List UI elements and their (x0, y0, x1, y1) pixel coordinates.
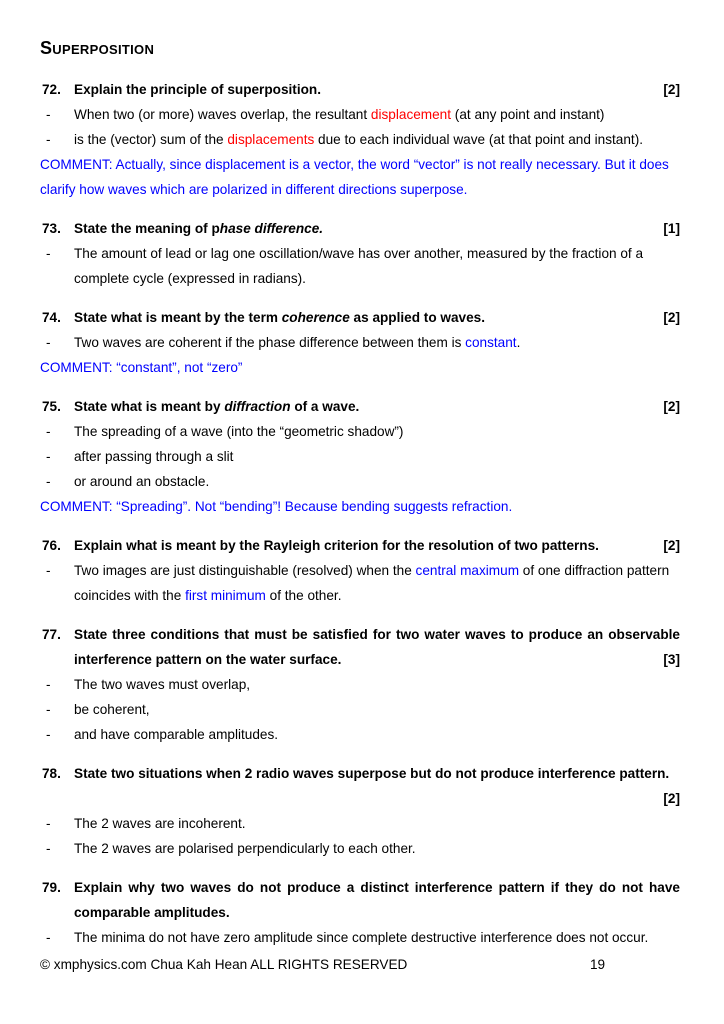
question-heading (40, 216, 680, 241)
bullet-dash: - (46, 930, 51, 945)
question-heading (40, 533, 680, 558)
question-heading-text (74, 622, 680, 672)
question-heading (40, 622, 680, 672)
answer-text (74, 811, 680, 836)
question-heading-text (74, 216, 680, 241)
text-segment: The 2 waves are incoherent. (74, 816, 246, 831)
question-number: 73. (42, 221, 61, 236)
text-segment: central maximum (415, 563, 520, 578)
question-76 (40, 533, 680, 608)
answer-text (74, 925, 680, 950)
text-segment: When two (or more) waves overlap, the resultant (74, 107, 371, 122)
answer-line (40, 419, 680, 444)
copyright-text: © xmphysics.com Chua Kah Hean ALL RIGHTS RESERVED (40, 957, 408, 972)
text-segment: of one diffraction pattern coincides with the (74, 563, 670, 603)
text-segment: The amount of lead or lag one oscillation/wave has over another, measured by the fraction of a complete cycle (expressed in radians). (74, 246, 644, 286)
answer-line (40, 722, 680, 747)
text-segment: of the other. (265, 588, 342, 603)
question-72 (40, 77, 680, 202)
text-segment: Explain what is meant by the Rayleigh criterion for the resolution of two patterns. (74, 538, 599, 553)
answer-text (74, 469, 680, 494)
text-segment: State what is meant by (74, 399, 225, 414)
answer-text (74, 836, 680, 861)
question-heading-text (74, 305, 680, 330)
text-segment: due to each individual wave (at that point and instant). (314, 132, 644, 147)
text-segment: is the (vector) sum of the (74, 132, 228, 147)
answer-line (40, 127, 680, 152)
question-number: 74. (42, 310, 61, 325)
answer-text (74, 672, 680, 697)
bullet-dash: - (46, 702, 51, 717)
question-heading-text (74, 875, 680, 925)
text-segment: Two waves are coherent if the phase difference between them is (74, 335, 466, 350)
question-77 (40, 622, 680, 747)
question-number: 78. (42, 766, 61, 781)
mark-badge: [2] (663, 538, 680, 553)
bullet-dash: - (46, 677, 51, 692)
question-number: 76. (42, 538, 61, 553)
answer-text (74, 444, 680, 469)
question-heading (40, 305, 680, 330)
text-segment: displacements (227, 132, 315, 147)
text-segment: constant (465, 335, 517, 350)
answer-line (40, 925, 680, 950)
text-segment: Explain why two waves do not produce a distinct interference pattern if they do not have comparable amplitudes. (74, 880, 680, 920)
text-segment: State the meaning of p (74, 221, 220, 236)
page-number: 19 (590, 957, 606, 972)
answer-text (74, 102, 680, 127)
mark-badge: [2] (663, 791, 680, 806)
text-segment: after passing through a slit (74, 449, 234, 464)
bullet-dash: - (46, 816, 51, 831)
text-segment: The 2 waves are polarised perpendicularly to each other. (74, 841, 416, 856)
text-segment: The spreading of a wave (into the “geometric shadow”) (74, 424, 404, 439)
answer-text (74, 241, 680, 291)
page-title: Superposition (40, 38, 155, 58)
question-heading-text (74, 394, 680, 419)
bullet-dash: - (46, 246, 51, 261)
mark-badge: [1] (663, 221, 680, 236)
answer-text (74, 722, 680, 747)
answer-line (40, 672, 680, 697)
text-segment: hase difference. (219, 221, 324, 236)
comment-line: COMMENT: “Spreading”. Not “bending”! Because bending suggests refraction. (40, 499, 513, 514)
text-segment: State two situations when 2 radio waves superpose but do not produce interference pattern. (74, 766, 670, 781)
text-segment: State what is meant by the term (74, 310, 282, 325)
text-segment: of a wave. (290, 399, 360, 414)
bullet-dash: - (46, 107, 51, 122)
question-75 (40, 394, 680, 519)
answer-line (40, 558, 680, 608)
mark-badge: [2] (663, 82, 680, 97)
question-heading (40, 77, 680, 102)
bullet-dash: - (46, 449, 51, 464)
answer-text (74, 330, 680, 355)
answer-line (40, 697, 680, 722)
text-segment: (at any point and instant) (451, 107, 605, 122)
bullet-dash: - (46, 841, 51, 856)
text-segment: coherence (281, 310, 350, 325)
question-number: 75. (42, 399, 61, 414)
question-number: 77. (42, 627, 61, 642)
answer-line (40, 444, 680, 469)
question-78 (40, 761, 680, 861)
question-73 (40, 216, 680, 291)
bullet-dash: - (46, 563, 51, 578)
comment-line: COMMENT: “constant”, not “zero” (40, 360, 243, 375)
text-segment: diffraction (224, 399, 291, 414)
answer-line (40, 241, 680, 291)
question-heading (40, 761, 680, 786)
mark-badge: [2] (663, 399, 680, 414)
text-segment: first minimum (185, 588, 266, 603)
text-segment: Two images are just distinguishable (resolved) when the (74, 563, 416, 578)
answer-line (40, 469, 680, 494)
answer-text (74, 419, 680, 444)
page-footer (40, 952, 680, 977)
bullet-dash: - (46, 335, 51, 350)
text-segment: as applied to waves. (349, 310, 485, 325)
answer-line (40, 836, 680, 861)
comment-line: COMMENT: Actually, since displacement is a vector, the word “vector” is not really necessary. But it does clarify how waves which are polarized in different directions superpose. (40, 157, 669, 197)
question-heading-text (74, 77, 680, 102)
question-heading (40, 394, 680, 419)
text-segment: and have comparable amplitudes. (74, 727, 279, 742)
answer-line (40, 102, 680, 127)
question-79 (40, 875, 680, 950)
question-number: 79. (42, 880, 61, 895)
bullet-dash: - (46, 474, 51, 489)
questions-list (40, 77, 680, 950)
bullet-dash: - (46, 132, 51, 147)
question-number: 72. (42, 82, 61, 97)
question-heading-text (74, 533, 680, 558)
answer-text (74, 697, 680, 722)
mark-row (40, 786, 680, 811)
text-segment: The two waves must overlap, (74, 677, 251, 692)
answer-text (74, 558, 680, 608)
question-heading-text (74, 761, 680, 786)
mark-badge: [3] (663, 652, 680, 667)
text-segment: . (516, 335, 521, 350)
question-heading (40, 875, 680, 925)
question-74 (40, 305, 680, 380)
text-segment: Explain the principle of superposition. (74, 82, 321, 97)
answer-line (40, 811, 680, 836)
bullet-dash: - (46, 424, 51, 439)
mark-badge: [2] (663, 310, 680, 325)
answer-text (74, 127, 680, 152)
text-segment: be coherent, (74, 702, 150, 717)
text-segment: The minima do not have zero amplitude since complete destructive interference does not occur. (74, 930, 649, 945)
answer-line (40, 330, 680, 355)
text-segment: or around an obstacle. (74, 474, 210, 489)
text-segment: displacement (370, 107, 452, 122)
bullet-dash: - (46, 727, 51, 742)
text-segment: State three conditions that must be satisfied for two water waves to produce an observable interference pattern on the water surface. (74, 627, 680, 667)
